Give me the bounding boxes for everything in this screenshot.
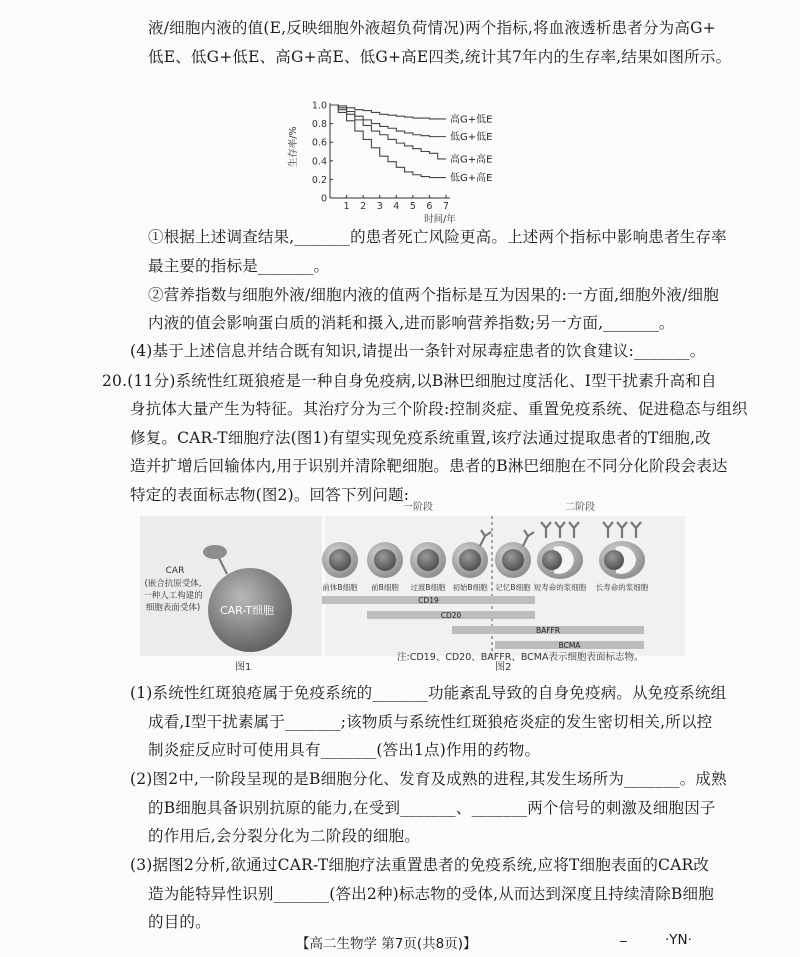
page-footer: 【高二生物学 第7页(共8页)】 <box>296 936 477 952</box>
cell-nucleus <box>417 549 439 571</box>
marker-label: CD20 <box>440 611 462 620</box>
cell-label: 过渡B细胞 <box>410 583 446 592</box>
marker-label: BAFFR <box>535 626 561 635</box>
stage2-label: 二阶段 <box>565 502 595 513</box>
text-line: 制炎症反应时可使用具有_______(答出1点)作用的药物。 <box>148 741 541 759</box>
cell-nucleus <box>459 549 481 571</box>
car-label: 一种人工构建的 <box>143 591 203 601</box>
y-tick-label: 0.6 <box>311 137 327 149</box>
cell-label: 记忆B细胞 <box>495 583 531 592</box>
figure2-label: 图2 <box>495 662 512 673</box>
text-line: (1)系统性红斑狼疮属于免疫系统的_______功能紊乱导致的自身免疫病。从免疫系统组 <box>130 684 727 702</box>
text-line: 内液的值会影响蛋白质的消耗和摄入,进而影响营养指数;另一方面,_______。 <box>148 314 675 332</box>
x-tick-label: 4 <box>393 201 400 212</box>
y-tick-label: 0.8 <box>311 119 327 131</box>
series-label: 低G+低E <box>450 132 493 144</box>
series-label: 高G+高E <box>450 154 493 166</box>
car-label: (嵌合抗原受体, <box>144 579 202 589</box>
cell-nucleus <box>542 550 562 570</box>
marker-label: CD19 <box>418 596 439 605</box>
series-label: 高G+低E <box>450 114 493 126</box>
x-tick-label: 1 <box>343 201 350 212</box>
text-line: 的作用后,会分裂分化为二阶段的细胞。 <box>148 827 421 845</box>
cell-nucleus <box>329 549 351 571</box>
cell-nucleus <box>374 549 396 571</box>
x-tick-label: 3 <box>376 201 383 212</box>
series-label: 低G+高E <box>450 173 493 185</box>
text-line: 修复。CAR-T细胞疗法(图1)有望实现免疫系统重置,该疗法通过提取患者的T细胞,改 <box>130 429 711 447</box>
x-tick-label: 7 <box>442 201 450 212</box>
figure-car-t <box>135 498 695 678</box>
y-tick-label: 0 <box>320 193 327 205</box>
text-line: ②营养指数与细胞外液/细胞内液的值两个指标是互为因果的:一方面,细胞外液/细胞 <box>148 286 719 304</box>
text-line: 的B细胞具备识别抗原的能力,在受到_______、_______两个信号的刺激及细胞因子 <box>148 799 716 817</box>
cell-nucleus <box>502 549 524 571</box>
text-line: 造并扩增后回输体内,用于识别并清除靶细胞。患者的B淋巴细胞在不同分化阶段会表达 <box>130 457 728 475</box>
text-line: (2)图2中,一阶段呈现的是B细胞分化、发育及成熟的进程,其发生场所为_______。成熟 <box>130 770 727 788</box>
marker-label: BCMA <box>558 641 581 650</box>
text-line: ①根据上述调查结果,_______的患者死亡风险更高。上述两个指标中影响患者生存率 <box>148 228 727 246</box>
car-receptor-icon <box>203 545 227 559</box>
survival-chart <box>280 95 520 225</box>
car-t-label: CAR-T细胞 <box>219 604 275 617</box>
figure-note: 注:CD19、CD20、BAFFR、BCMA表示细胞表面标志物。 <box>397 652 644 663</box>
text-line: 的目的。 <box>148 913 211 931</box>
x-tick-label: 6 <box>426 201 433 212</box>
y-tick-label: 0.4 <box>311 156 327 168</box>
cell-label: 前体B细胞 <box>322 583 358 592</box>
text-line: 特定的表面标志物(图2)。回答下列问题: <box>130 486 410 504</box>
y-axis-label: 生存率/% <box>288 126 299 168</box>
stage1-label: 一阶段 <box>403 502 433 513</box>
footer-code: ·YN· <box>665 932 692 948</box>
footer-dash: _ <box>620 927 627 943</box>
cell-label: 初始B细胞 <box>452 583 488 592</box>
text-line: 造为能特异性识别_______(答出2种)标志物的受体,从而达到深度且持续清除B细胞 <box>148 885 714 903</box>
series-line <box>330 105 446 159</box>
car-label: CAR <box>165 566 185 576</box>
cell-label: 长寿命的浆细胞 <box>595 583 649 592</box>
text-line: (4)基于上述信息并结合既有知识,请提出一条针对尿毒症患者的饮食建议:_______。 <box>130 342 706 360</box>
figure1-label: 图1 <box>235 662 252 673</box>
x-axis-label: 时间/年 <box>424 214 456 225</box>
text-line: (3)据图2分析,欲通过CAR-T细胞疗法重置患者的免疫系统,应将T细胞表面的CAR改 <box>130 856 710 874</box>
car-label: 细胞表面受体) <box>145 603 201 613</box>
y-tick-label: 1.0 <box>311 100 327 112</box>
text-line: 液/细胞内液的值(E,反映细胞外液超负荷情况)两个指标,将血液透析患者分为高G+ <box>148 19 716 37</box>
question-20-intro: 20.(11分)系统性红斑狼疮是一种自身免疫病,以B淋巴细胞过度活化、I型干扰素升高和自 <box>102 372 717 390</box>
x-tick-label: 2 <box>360 201 367 212</box>
cell-label: 前B细胞 <box>371 583 399 592</box>
x-tick-label: 5 <box>409 201 416 212</box>
text-line: 低E、低G+低E、高G+高E、低G+高E四类,统计其7年内的生存率,结果如图所示。 <box>148 48 732 66</box>
y-tick-label: 0.2 <box>311 174 327 186</box>
text-line: 成看,I型干扰素属于_______;该物质与系统性红斑狼疮炎症的发生密切相关,所以控 <box>148 713 713 731</box>
series-line <box>330 105 446 178</box>
cell-nucleus <box>604 550 624 570</box>
text-line: 身抗体大量产生为特征。其治疗分为三个阶段:控制炎症、重置免疫系统、促进稳态与组织 <box>130 400 748 418</box>
text-line: 最主要的指标是_______。 <box>148 257 330 275</box>
cell-label: 短寿命的浆细胞 <box>533 583 587 592</box>
